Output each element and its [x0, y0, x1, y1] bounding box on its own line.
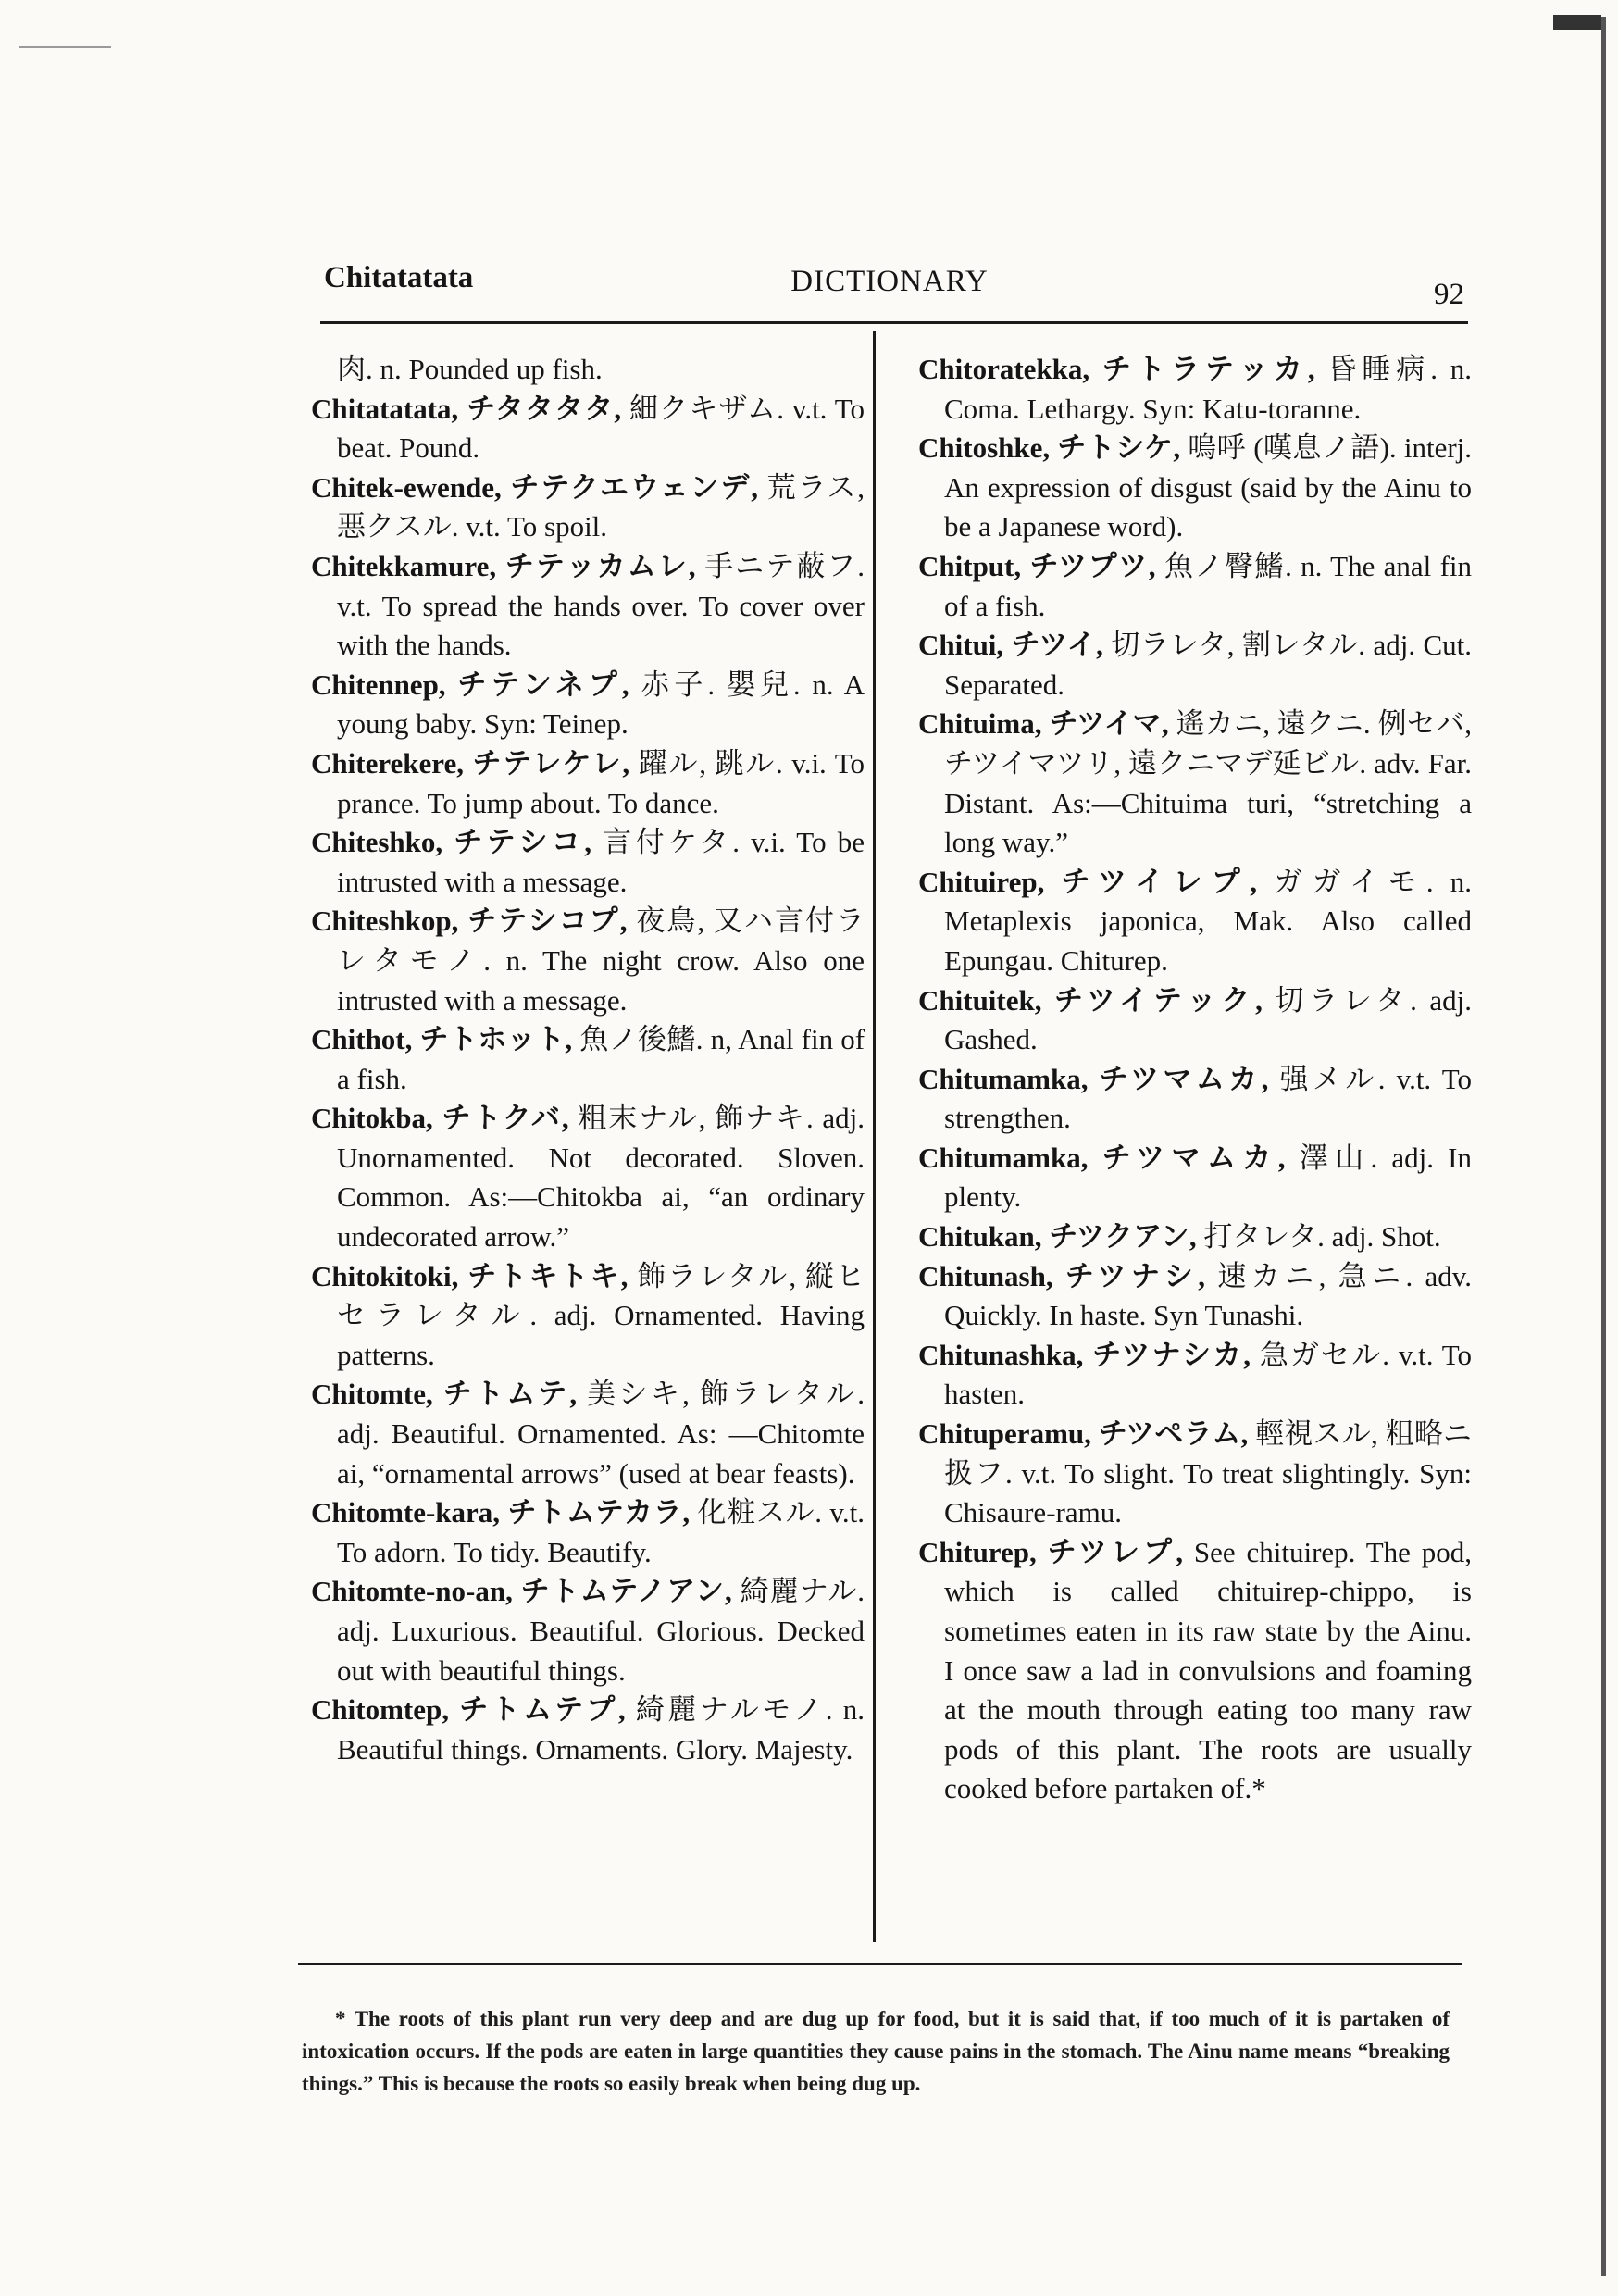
entry-definition: 言付ケタ. v.i. To be intrusted with a message.: [337, 826, 865, 898]
entry-kana: チトキトキ,: [467, 1259, 629, 1292]
dictionary-entry: [311, 468, 865, 547]
entry-definition: 遙カニ, 遠クニ. 例セバ, チツイマツリ, 遠クニマデ延ビル. adv. Far. Distant. As:—Chituima turi, “stretching a long way.”: [944, 707, 1473, 859]
entry-definition: ガガイモ. n. Metaplexis japonica, Mak. Also called Epungau. Chiturep.: [944, 865, 1473, 977]
entry-kana: チツクアン,: [1049, 1220, 1197, 1254]
entry-definition: 澤山. adj. In plenty.: [944, 1141, 1473, 1214]
running-head-word: Chitatatata: [324, 261, 474, 294]
entry-headword: Chitokitoki,: [311, 1259, 459, 1292]
dictionary-entry: [311, 744, 865, 823]
entry-kana: チトムテプ,: [459, 1693, 626, 1727]
dictionary-entry: [918, 1415, 1472, 1533]
dictionary-entry: [311, 1257, 865, 1376]
entry-definition: 魚ノ臀鰭. n. The anal fin of a fish.: [944, 549, 1473, 622]
entry-kana: チツイレプ,: [1061, 865, 1257, 898]
entry-headword: Chitoratekka,: [918, 353, 1090, 385]
entry-kana: チツマムカ,: [1101, 1141, 1286, 1174]
entry-kana: チツマムカ,: [1099, 1062, 1269, 1095]
entry-headword: Chitatatata,: [311, 392, 459, 425]
dictionary-entry: [311, 547, 865, 666]
entry-kana: チトムテノアン,: [520, 1575, 732, 1608]
entry-kana: チトムテ,: [442, 1378, 578, 1411]
right-column: [918, 350, 1472, 1809]
column-divider: [873, 331, 876, 1942]
entry-kana: チツペラム,: [1098, 1417, 1249, 1451]
entry-headword: Chitumamka,: [918, 1141, 1089, 1174]
entry-headword: Chitput,: [918, 549, 1022, 582]
entry-headword: Chitokba,: [311, 1102, 433, 1135]
entry-headword: Chitomte-kara,: [311, 1496, 501, 1529]
header-rule: [320, 321, 1468, 324]
entry-headword: Chitoshke,: [918, 431, 1051, 465]
dictionary-entry: [918, 981, 1472, 1060]
dictionary-entry: [918, 1336, 1472, 1415]
dictionary-entry: [918, 863, 1472, 981]
entry-headword: Chitukan,: [918, 1220, 1042, 1254]
entry-headword: Chitennep,: [311, 668, 446, 701]
entry-definition: 强メル. v.t. To strengthen.: [944, 1062, 1473, 1135]
dictionary-entry: [311, 1099, 865, 1256]
entry-definition: 荒ラス, 悪クスル. v.t. To spoil.: [337, 470, 865, 543]
entry-headword: Chiturep,: [918, 1535, 1037, 1568]
dictionary-entry: [918, 429, 1472, 547]
continued-entry-text: 肉. n. Pounded up fish.: [337, 353, 603, 385]
dictionary-entry: [918, 626, 1472, 705]
entry-definition: 美シキ, 飾ラレタル. adj. Beautiful. Ornamented. As: —Chitomte ai, “ornamental arrows” (used at bear feasts).: [337, 1378, 865, 1490]
entry-kana: チテッカムレ,: [504, 549, 696, 582]
entry-definition: 細クキザム. v.t. To beat. Pound.: [337, 392, 865, 465]
dictionary-entry: [311, 1572, 865, 1691]
continued-entry: [311, 350, 865, 390]
entry-headword: Chituirep,: [918, 865, 1045, 898]
entry-kana: チトムテカラ,: [507, 1496, 691, 1529]
scan-edge-line: [1601, 17, 1606, 2276]
footnote: * The roots of this plant run very deep and are dug up for food, but it is said that, if too much of it is partaken of intoxication occurs. If the pods are eaten in large quantities they cause pains in the stomach. The Ainu name means “breaking things.” This is because the roots so easily break when being dug up.: [302, 2007, 1450, 2095]
entry-headword: Chiteshko,: [311, 826, 443, 859]
entry-definition: 輕視スル, 粗略ニ扱フ. v.t. To slight. To treat slightingly. Syn: Chisaure-ramu.: [944, 1417, 1473, 1529]
entry-definition: 赤子. 嬰兒. n. A young baby. Syn: Teinep.: [337, 668, 865, 741]
entry-headword: Chitomtep,: [311, 1693, 449, 1727]
dictionary-entry: [311, 1375, 865, 1493]
entry-kana: チトクバ,: [442, 1102, 569, 1135]
entry-definition: See chituirep. The pod, which is called chituirep-chippo, is sometimes eaten in its raw state by the Ainu. I once saw a lad in convulsions and foaming at the mouth through eating too many raw pods of this plant. The roots are usually cooked before partaken of.*: [944, 1535, 1473, 1805]
entry-definition: 手ニテ蔽フ. v.t. To spread the hands over. To cover over with the hands.: [337, 549, 865, 662]
entry-headword: Chitunashka,: [918, 1338, 1084, 1371]
entry-headword: Chitomte,: [311, 1378, 433, 1411]
dictionary-entry: [918, 547, 1472, 626]
entry-kana: チテンネプ,: [457, 668, 629, 701]
entry-headword: Chituitek,: [918, 983, 1042, 1017]
entry-kana: チツナシ,: [1064, 1259, 1205, 1292]
entry-headword: Chiteshkop,: [311, 905, 459, 938]
entry-headword: Chiterekere,: [311, 746, 464, 780]
entry-kana: チツプツ,: [1029, 549, 1156, 582]
entry-definition: 躍ル, 跳ル. v.i. To prance. To jump about. To dance.: [337, 746, 865, 819]
entry-kana: チツレプ,: [1047, 1535, 1183, 1568]
dictionary-entry: [918, 705, 1472, 862]
scan-dash-mark: [19, 46, 111, 48]
entry-definition: 魚ノ後鰭. n, Anal fin of a fish.: [337, 1023, 865, 1095]
entry-definition: 粗末ナル, 飾ナキ. adj. Unornamented. Not decorated. Sloven. Common. As:—Chitokba ai, “an ordinary undecorated arrow.”: [337, 1102, 865, 1254]
entry-headword: Chitomte-no-an,: [311, 1575, 513, 1608]
dictionary-entry: [918, 1060, 1472, 1139]
entry-definition: 綺麗ナル. adj. Luxurious. Beautiful. Glorious. Decked out with beautiful things.: [337, 1575, 865, 1687]
entry-kana: チツイマ,: [1049, 707, 1169, 741]
dictionary-entry: [918, 1533, 1472, 1809]
entry-kana: チテシコ,: [454, 826, 592, 859]
entry-definition: 飾ラレタル, 縦ヒセラレタル. adj. Ornamented. Having patterns.: [337, 1259, 865, 1371]
entry-kana: チテレケレ,: [472, 746, 630, 780]
entry-headword: Chitui,: [918, 629, 1004, 662]
entry-headword: Chithot,: [311, 1023, 413, 1056]
dictionary-entry: [311, 1493, 865, 1572]
entry-headword: Chitekkamure,: [311, 549, 497, 582]
entry-kana: チトラテッカ,: [1101, 353, 1315, 385]
scan-edge-mark: [1553, 15, 1601, 30]
entry-headword: Chitunash,: [918, 1259, 1053, 1292]
entry-headword: Chitek-ewende,: [311, 470, 502, 504]
entry-headword: Chituperamu,: [918, 1417, 1091, 1451]
entry-definition: 昏睡病. n. Coma. Lethargy. Syn: Katu-toranne.: [944, 353, 1473, 425]
entry-kana: チテシコプ,: [467, 905, 628, 938]
page-title: DICTIONARY: [790, 265, 989, 298]
entry-headword: Chituima,: [918, 707, 1042, 741]
dictionary-entry: [311, 666, 865, 744]
entry-definition: 切ラレタ, 割レタル. adj. Cut. Separated.: [944, 629, 1473, 701]
dictionary-entry: [918, 1217, 1472, 1257]
entry-kana: チツイテック,: [1054, 983, 1263, 1017]
dictionary-entry: [918, 1139, 1472, 1217]
dictionary-entry: [918, 350, 1472, 429]
entry-definition: 打タレタ. adj. Shot.: [1203, 1220, 1441, 1254]
entry-definition: 速カニ, 急ニ. adv. Quickly. In haste. Syn Tunashi.: [944, 1259, 1473, 1332]
dictionary-entry: [918, 1257, 1472, 1336]
entry-definition: 切ラレタ. adj. Gashed.: [944, 983, 1473, 1056]
entry-kana: チトホット,: [419, 1023, 573, 1056]
dictionary-entry: [311, 823, 865, 902]
left-column: [311, 350, 865, 1769]
running-head: [315, 261, 1464, 317]
entry-definition: 急ガセル. v.t. To hasten.: [944, 1338, 1473, 1411]
entry-kana: チツナシカ,: [1092, 1338, 1251, 1371]
entry-definition: 夜鳥, 又ハ言付ラレタモノ. n. The night crow. Also one intrusted with a message.: [337, 905, 865, 1017]
dictionary-entry: [311, 902, 865, 1020]
entry-definition: 嗚呼 (嘆息ノ語). interj. An expression of disgust (said by the Ainu to be a Japanese word).: [944, 431, 1473, 543]
entry-definition: 綺麗ナルモノ. n. Beautiful things. Ornaments. Glory. Majesty.: [337, 1693, 865, 1766]
page-number: 92: [1434, 278, 1464, 311]
entry-headword: Chitumamka,: [918, 1062, 1089, 1095]
entry-kana: チタタタタ,: [467, 392, 622, 425]
footnote-rule: [298, 1963, 1462, 1965]
entry-definition: 化粧スル. v.t. To adorn. To tidy. Beautify.: [337, 1496, 865, 1568]
dictionary-entry: [311, 390, 865, 468]
dictionary-entry: [311, 1020, 865, 1099]
entry-kana: チトシケ,: [1057, 431, 1181, 465]
entry-kana: チテクエウェンデ,: [510, 470, 758, 504]
entry-kana: チツイ,: [1011, 629, 1103, 662]
dictionary-entry: [311, 1691, 865, 1769]
